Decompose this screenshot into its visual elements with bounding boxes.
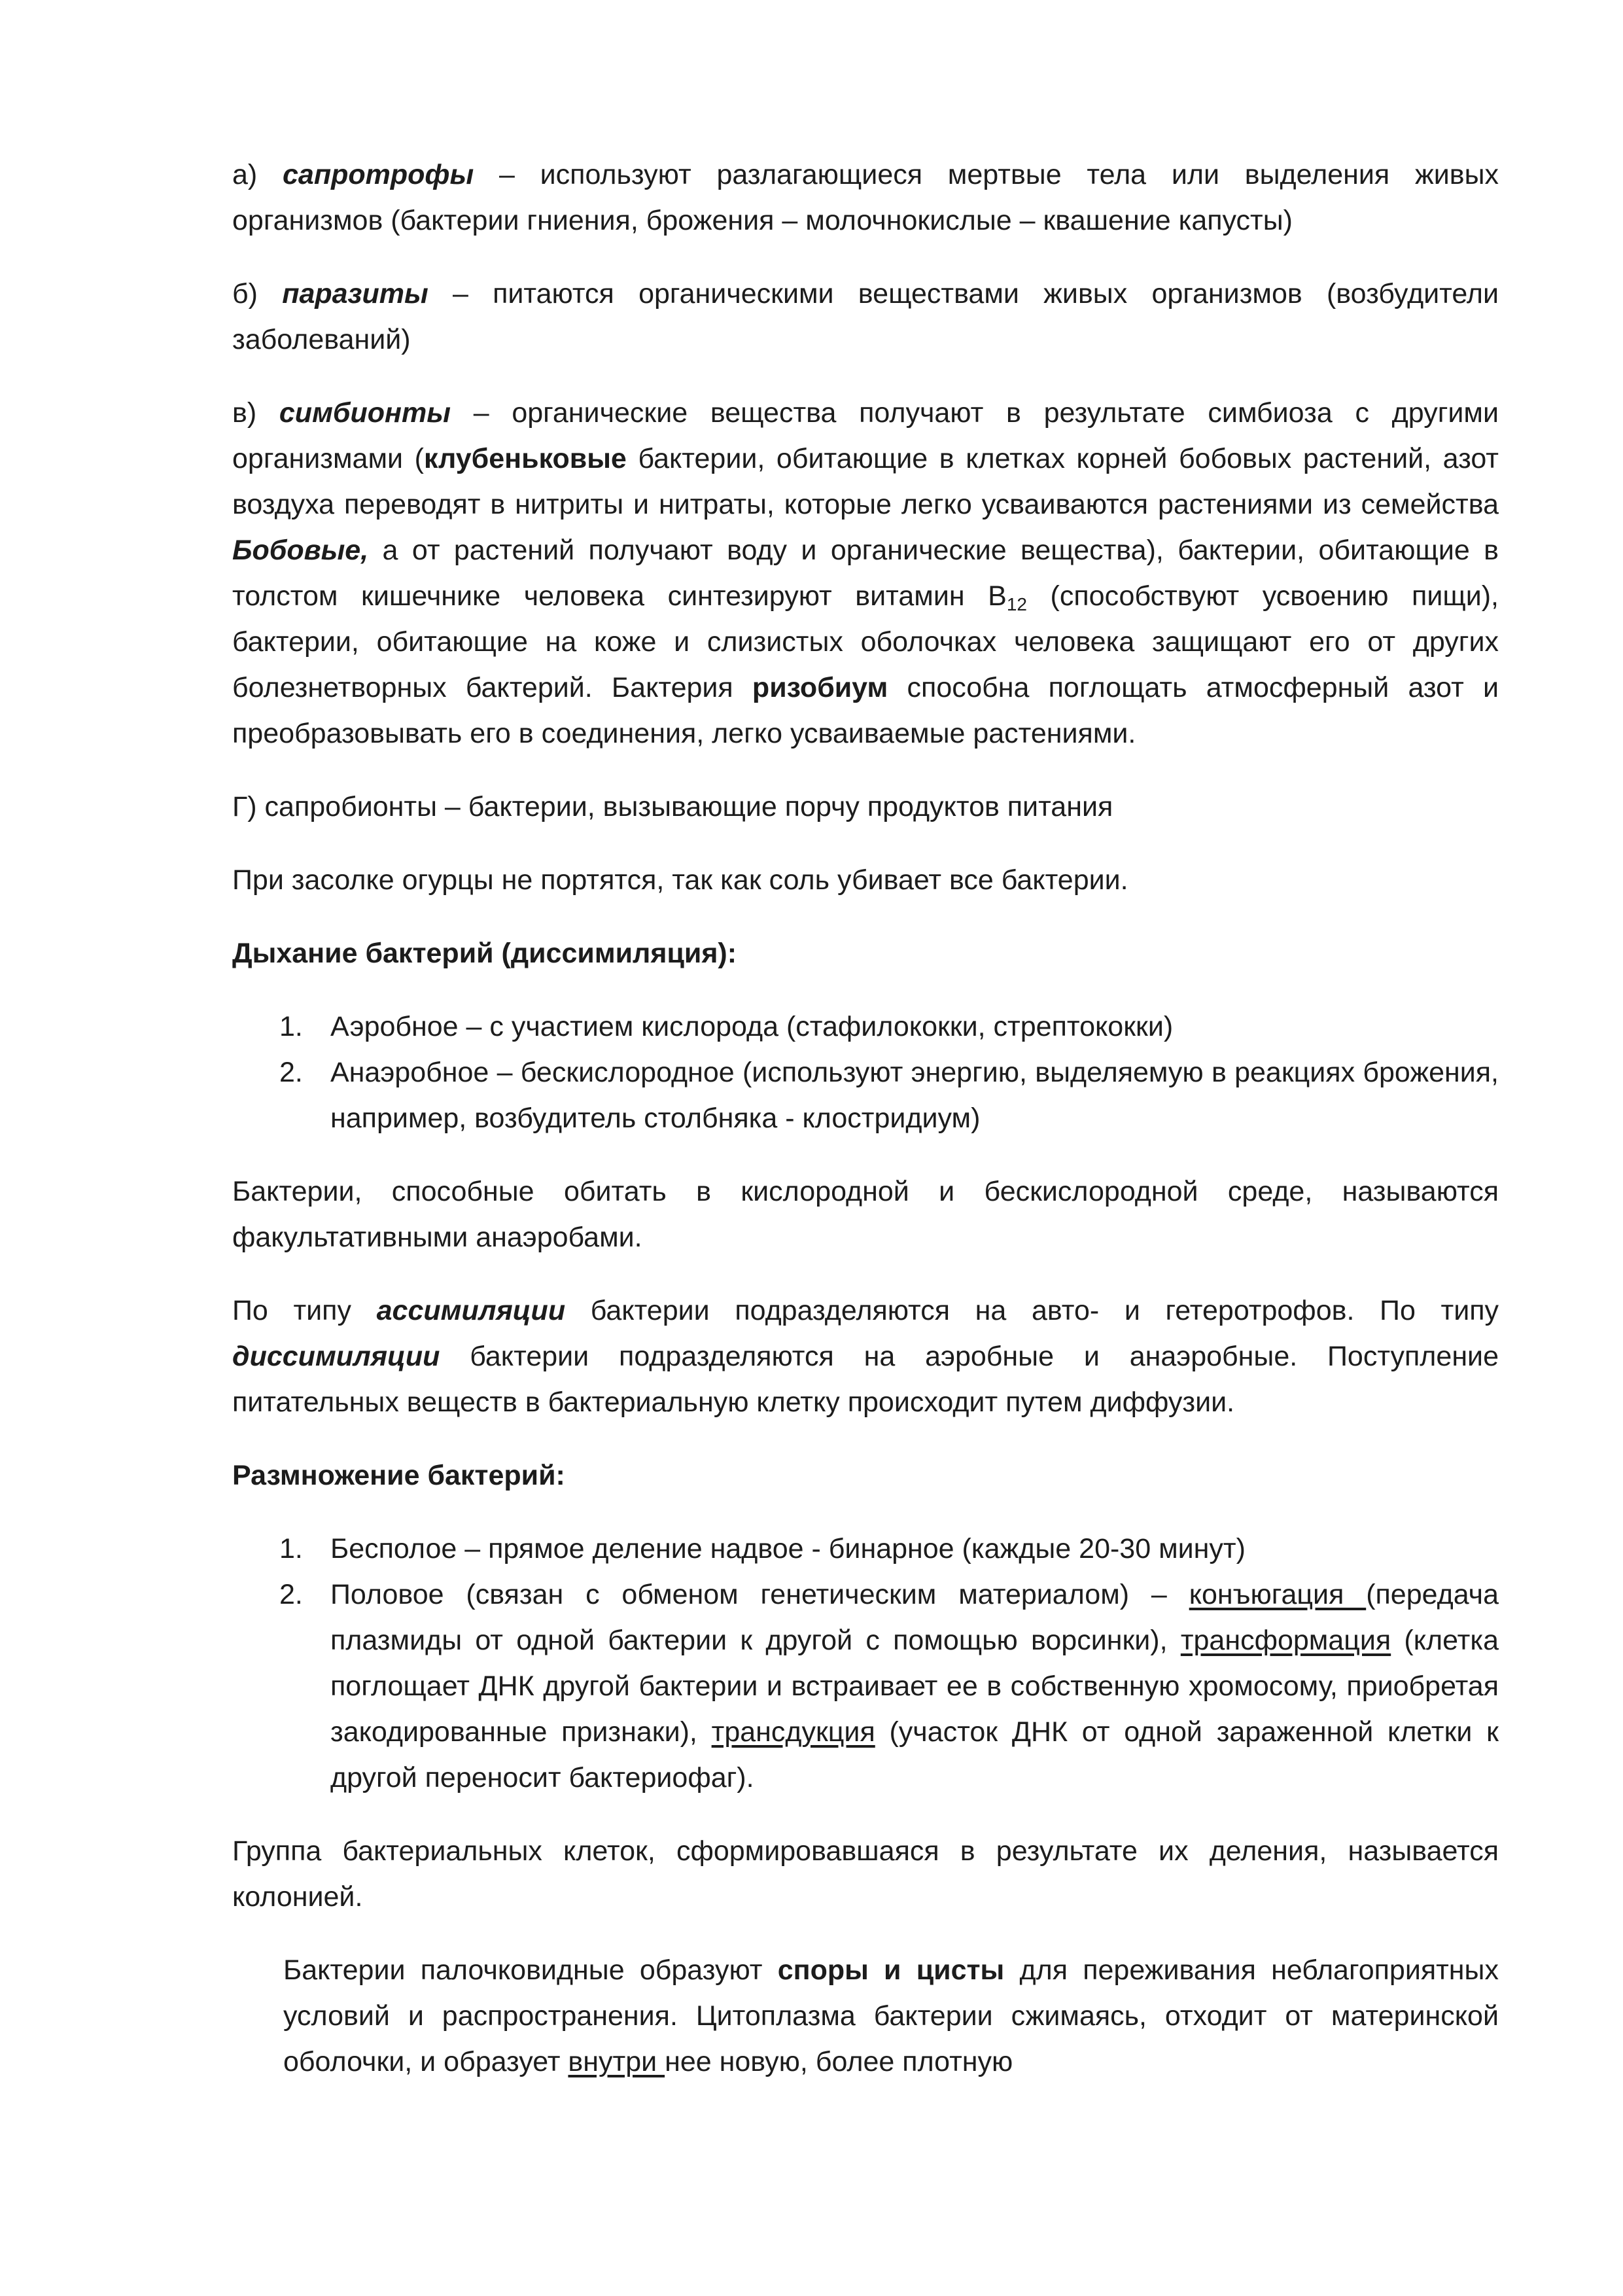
text: бактерии подразделяются на авто- и гетеротрофов. По типу — [565, 1295, 1499, 1326]
term-transduction: трансдукция — [711, 1716, 875, 1748]
list-item — [232, 1050, 1499, 1141]
list-text: Половое (связан с обменом генетическим материалом) – — [330, 1579, 1189, 1610]
list-number: 1. — [279, 1533, 303, 1564]
term-inside: внутри — [568, 2046, 665, 2077]
term-parasites: паразиты — [282, 278, 428, 309]
paragraph-colony: Группа бактериальных клеток, сформировавшаяся в результате их деления, называется колонией. — [232, 1835, 1499, 1913]
term-rhizobium: ризобиум — [752, 672, 888, 703]
text: – используют разлагающиеся мертвые тела или выделения живых организмов (бактерии гниения, брожения – молочнокислые – квашение капусты) — [232, 159, 1499, 236]
text: бактерии, обитающие в клетках корней бобовых растений, азот воздуха переводят в нитриты и нитраты, которые легко усваиваются растениями из семейства — [232, 443, 1499, 520]
term-nodule: клубеньковые — [423, 443, 627, 474]
text: бактерии подразделяются на аэробные и анаэробные. Поступление питательных веществ в бактериальную клетку происходит путем диффузии. — [232, 1341, 1499, 1418]
paragraph-assimilation — [232, 1288, 1499, 1425]
list-text: (клетка поглощает ДНК другой бактерии и встраивает ее в собственную хромосому, приобретая закодированные признаки), — [330, 1625, 1499, 1748]
text: для переживания неблагоприятных условий и распространения. Цитоплазма бактерии сжимаясь, отходит от материнской оболочки, и образует — [283, 1954, 1499, 2077]
list-number: 2. — [279, 1057, 303, 1088]
paragraph-spores — [232, 1947, 1499, 2085]
list-text: Анаэробное – бескислородное (используют энергию, выделяемую в реакциях брожения, например, возбудитель столбняка - клостридиум) — [330, 1057, 1499, 1134]
term-legumes: Бобовые, — [232, 535, 369, 566]
term-dissimilation: диссимиляции — [232, 1341, 440, 1372]
list-item — [232, 1526, 1499, 1572]
list-text: (участок ДНК от одной зараженной клетки к другой переносит бактериофаг). — [330, 1716, 1499, 1793]
paragraph-symbionts — [232, 390, 1499, 756]
list-text: Бесполое – прямое деление надвое - бинарное (каждые 20-30 минут) — [330, 1533, 1246, 1564]
term-spores: споры и цисты — [777, 1954, 1005, 1986]
term-conjugation: конъюгация — [1189, 1579, 1367, 1610]
subscript: 12 — [1006, 594, 1027, 614]
paragraph-parasites — [232, 271, 1499, 362]
list-number: 2. — [279, 1579, 303, 1610]
list-item — [232, 1572, 1499, 1801]
paragraph-salting: При засолке огурцы не портятся, так как соль убивает все бактерии. — [232, 864, 1128, 896]
list-item — [232, 1004, 1499, 1050]
term-saprotrophs: сапротрофы — [283, 159, 474, 190]
list-text: Аэробное – с участием кислорода (стафилококки, стрептококки) — [330, 1011, 1174, 1042]
text: а от растений получают воду и органические вещества), бактерии, обитающие в толстом кишечнике человека синтезируют витамин В — [232, 535, 1499, 612]
term-symbionts: симбионты — [279, 397, 451, 429]
paragraph-saprobionts: Г) сапробионты – бактерии, вызывающие порчу продуктов питания — [232, 791, 1113, 822]
term-transformation: трансформация — [1180, 1625, 1391, 1656]
heading-reproduction: Размножение бактерий: — [232, 1460, 565, 1491]
text: (способствуют усвоению пищи), бактерии, обитающие на коже и слизистых оболочках человека защищают его от других болезнетворных бактерий. Бактерия — [232, 580, 1499, 703]
text: По типу — [232, 1295, 377, 1326]
text: Бактерии палочковидные образуют — [283, 1954, 778, 1986]
term-assimilation: ассимиляции — [376, 1295, 566, 1326]
list-text: (передача плазмиды от одной бактерии к другой с помощью ворсинки), — [330, 1579, 1499, 1656]
text: способна поглощать атмосферный азот и преобразовывать его в соединения, легко усваиваемые растениями. — [232, 672, 1499, 749]
reproduction-list — [232, 1526, 1499, 1801]
heading-respiration: Дыхание бактерий (диссимиляция): — [232, 938, 737, 969]
text: нее новую, более плотную — [665, 2046, 1013, 2077]
list-number: 1. — [279, 1011, 303, 1042]
text: а) — [232, 159, 283, 190]
respiration-list — [232, 1004, 1499, 1141]
text: в) — [232, 397, 279, 429]
text: – органические вещества получают в результате симбиоза с другими организмами ( — [232, 397, 1499, 474]
text: – питаются органическими веществами живых организмов (возбудители заболеваний) — [232, 278, 1499, 355]
text: б) — [232, 278, 283, 309]
paragraph-facultative: Бактерии, способные обитать в кислородной и бескислородной среде, называются факультативными анаэробами. — [232, 1176, 1499, 1253]
paragraph-saprotrophs — [232, 152, 1499, 243]
